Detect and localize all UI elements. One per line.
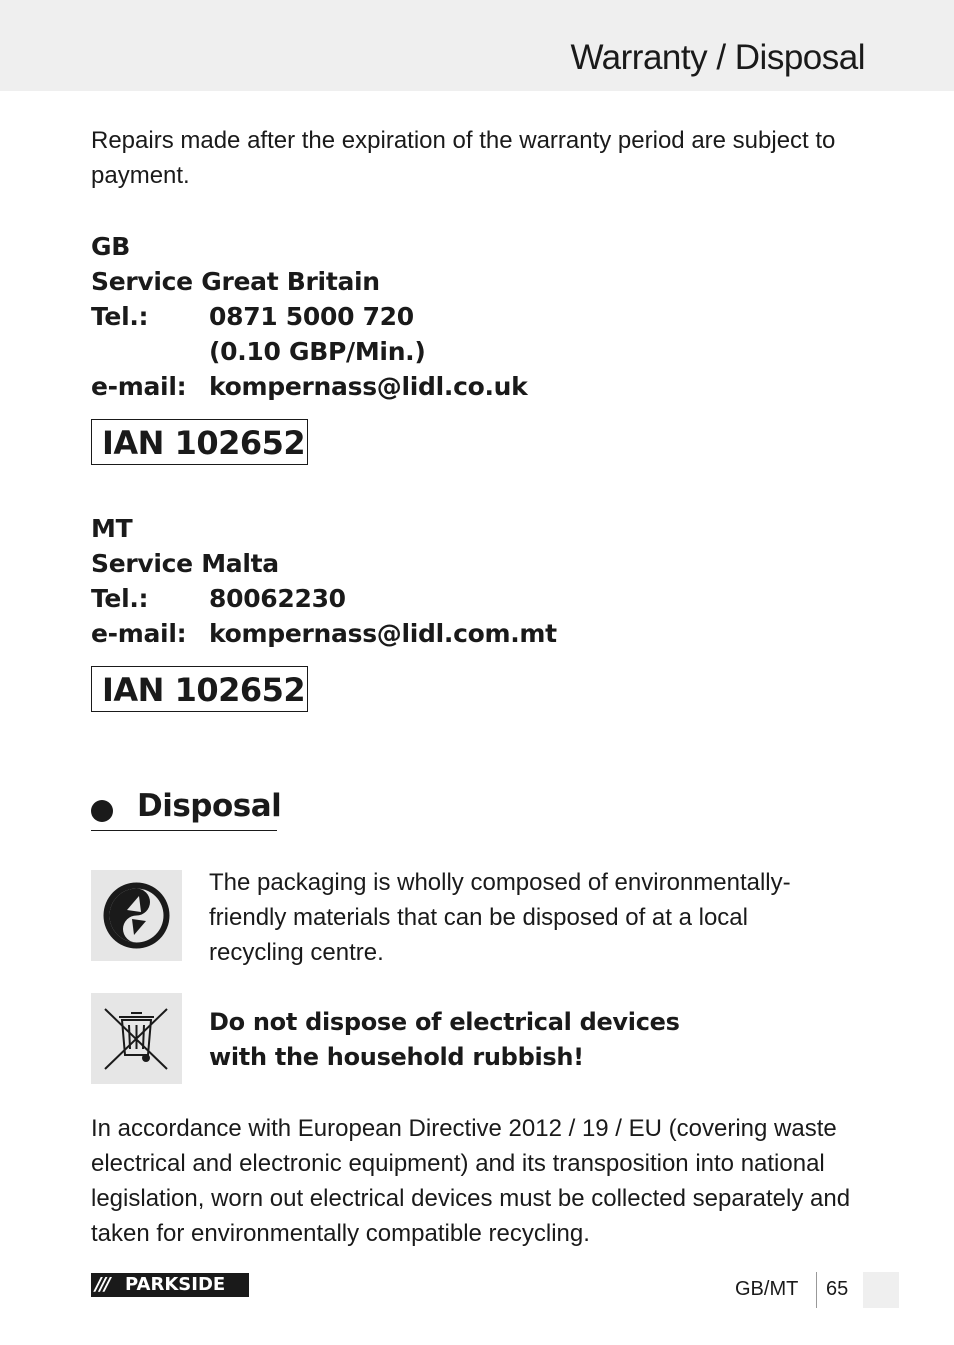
weee-warning-line1: Do not dispose of electrical devices xyxy=(209,1008,680,1036)
logo-slashes: /// xyxy=(95,1274,109,1295)
tel-number: 80062230 xyxy=(209,584,346,613)
disposal-heading xyxy=(91,788,282,831)
ian-box-gb: IAN 102652 xyxy=(91,419,308,465)
parkside-logo xyxy=(91,1273,249,1297)
packaging-note: The packaging is wholly composed of environmentally-friendly materials that can be disposed of at a local recycling centre. xyxy=(209,869,791,966)
directive-text: In accordance with European Directive 2012 / 19 / EU (covering waste electrical and electronic equipment) and its transposition into national legislation, worn out electrical devices must be collected separately and taken for environmentally compatible recycling. xyxy=(91,1115,851,1247)
weee-warning-line2: with the household rubbish! xyxy=(209,1043,584,1071)
tel-number: 0871 5000 720 xyxy=(209,302,414,331)
logo-brand: PARKSIDE xyxy=(125,1274,226,1295)
ian-box-mt: IAN 102652 xyxy=(91,666,308,712)
country-code: GB xyxy=(91,232,130,261)
email-address: kompernass@lidl.co.uk xyxy=(209,372,528,401)
email-address: kompernass@lidl.com.mt xyxy=(209,619,557,648)
green-dot-recycling-icon xyxy=(91,870,182,961)
page-title: Warranty / Disposal xyxy=(570,38,865,77)
warranty-intro: Repairs made after the expiration of the warranty period are subject to payment. xyxy=(91,127,836,189)
footer-language: GB/MT xyxy=(735,1278,799,1300)
service-name: Service Malta xyxy=(91,549,279,578)
footer-divider xyxy=(816,1272,817,1308)
page-number: 65 xyxy=(826,1278,849,1300)
tel-label: Tel.: xyxy=(91,584,149,613)
service-name: Service Great Britain xyxy=(91,267,380,296)
header-bar xyxy=(0,0,954,91)
tel-rate: (0.10 GBP/Min.) xyxy=(209,337,426,366)
bullet-icon xyxy=(91,800,113,822)
footer-tab xyxy=(863,1272,899,1308)
crossed-out-wheelie-bin-icon xyxy=(91,993,182,1084)
email-label: e-mail: xyxy=(91,619,187,648)
email-label: e-mail: xyxy=(91,372,187,401)
country-code: MT xyxy=(91,514,133,543)
tel-label: Tel.: xyxy=(91,302,149,331)
section-title: Disposal xyxy=(137,788,282,824)
weee-warning xyxy=(209,1005,849,1075)
